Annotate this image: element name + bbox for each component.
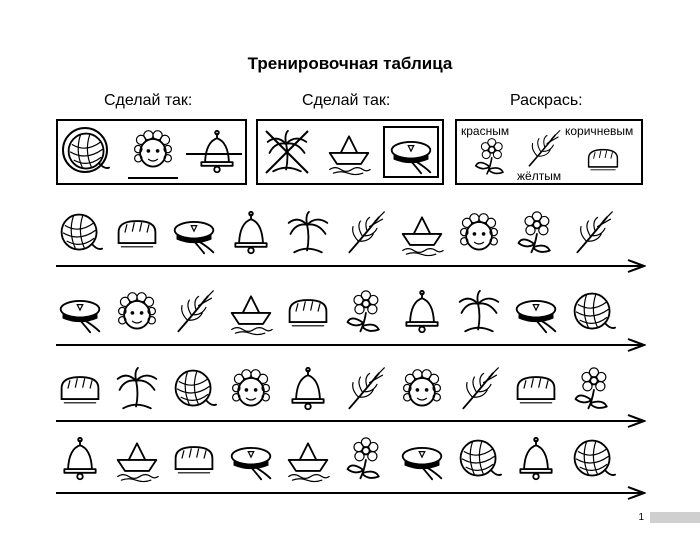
instruction-label-2: Сделай так:	[302, 92, 391, 109]
bread-loaf-icon	[171, 436, 217, 482]
page-footer-bar	[650, 512, 700, 523]
flower-icon	[570, 366, 616, 412]
bread-loaf-icon	[583, 141, 623, 177]
bread-loaf-icon	[513, 366, 559, 412]
paper-boat-icon	[228, 289, 274, 335]
row-arrow	[56, 486, 646, 500]
exercise-row-3	[0, 364, 700, 414]
wheat-ear-icon	[171, 289, 217, 335]
girl-face-icon	[228, 366, 274, 412]
row-arrow	[56, 259, 646, 273]
palm-tree-icon	[285, 210, 331, 256]
wheat-color-label: жёлтым	[517, 169, 562, 183]
sailor-cap-icon	[399, 436, 445, 482]
bell-icon	[399, 289, 445, 335]
circle-mark	[62, 127, 108, 173]
paper-boat-icon	[399, 210, 445, 256]
girl-face-icon	[399, 366, 445, 412]
flower-color-label: красным	[461, 124, 510, 138]
rule-box-2	[256, 119, 444, 185]
bread-loaf-icon	[57, 366, 103, 412]
flower-icon	[342, 436, 388, 482]
row-arrow	[56, 338, 646, 352]
exercise-row-1	[0, 208, 700, 258]
girl-face-icon	[130, 127, 176, 173]
yarn-ball-icon	[570, 436, 616, 482]
cross-out-mark	[262, 127, 312, 177]
paper-boat-icon	[285, 436, 331, 482]
flower-icon	[471, 137, 511, 177]
wheat-ear-icon	[456, 366, 502, 412]
yarn-ball-icon	[570, 289, 616, 335]
wheat-ear-icon	[570, 210, 616, 256]
paper-boat-icon	[114, 436, 160, 482]
yarn-ball-icon	[171, 366, 217, 412]
sailor-cap-icon	[228, 436, 274, 482]
bread-loaf-icon	[285, 289, 331, 335]
row-arrow	[56, 414, 646, 428]
sailor-cap-icon	[57, 289, 103, 335]
square-mark	[383, 126, 439, 178]
palm-tree-icon	[456, 289, 502, 335]
sailor-cap-icon	[513, 289, 559, 335]
bell-icon	[57, 436, 103, 482]
bell-icon	[194, 129, 240, 175]
flower-icon	[513, 210, 559, 256]
strike-line-mark	[186, 153, 242, 155]
instruction-label-1: Сделай так:	[104, 92, 193, 109]
page-number: 1	[638, 512, 644, 523]
yarn-ball-icon	[456, 436, 502, 482]
instruction-label-3: Раскрась:	[510, 92, 583, 109]
girl-face-icon	[456, 210, 502, 256]
palm-tree-icon	[114, 366, 160, 412]
page-title: Тренировочная таблица	[247, 54, 453, 73]
girl-face-icon	[114, 289, 160, 335]
paper-boat-icon	[326, 129, 372, 175]
bread-loaf-icon	[114, 210, 160, 256]
wheat-ear-icon	[342, 366, 388, 412]
yarn-ball-icon	[57, 210, 103, 256]
bell-icon	[285, 366, 331, 412]
exercise-row-4	[0, 434, 700, 484]
bell-icon	[513, 436, 559, 482]
sailor-cap-icon	[171, 210, 217, 256]
flower-icon	[342, 289, 388, 335]
color-instruction-box	[455, 119, 643, 185]
exercise-row-2	[0, 287, 700, 337]
bell-icon	[228, 210, 274, 256]
rule-box-1	[56, 119, 247, 185]
underline-mark	[128, 177, 178, 179]
wheat-ear-icon	[523, 129, 563, 169]
bread-color-label: коричневым	[565, 124, 634, 138]
wheat-ear-icon	[342, 210, 388, 256]
